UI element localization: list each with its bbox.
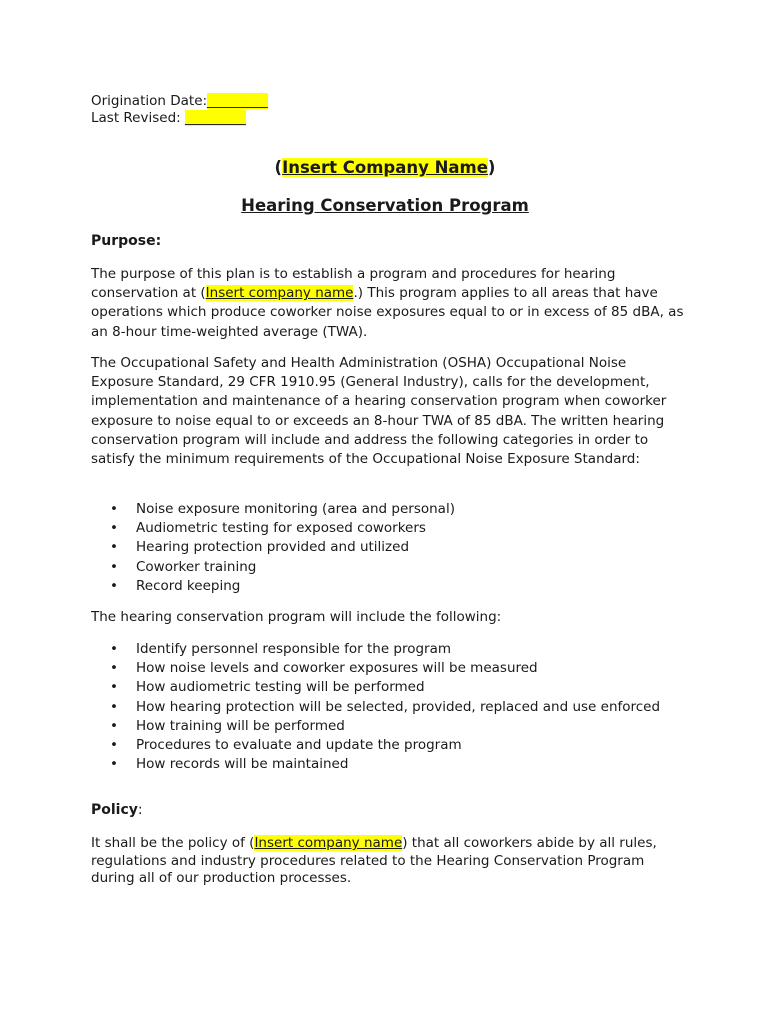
list-item: • How noise levels and coworker exposures will be measured <box>91 659 660 678</box>
list-item: • How training will be performed <box>91 717 660 736</box>
list-item: • How hearing protection will be selected, provided, replaced and use enforced <box>91 698 660 717</box>
origination-date-label: Origination Date: <box>91 93 208 109</box>
document-meta <box>91 93 268 127</box>
policy-heading <box>91 802 143 818</box>
company-name-placeholder: Insert Company Name <box>282 158 488 177</box>
list-item: • Coworker training <box>91 558 455 577</box>
purpose-paragraph-3: The hearing conservation program will include the following: <box>91 609 502 625</box>
list-item: • How audiometric testing will be performed <box>91 678 660 697</box>
document-title: Hearing Conservation Program <box>241 196 529 215</box>
list-item: • Identify personnel responsible for the program <box>91 640 660 659</box>
origination-date-value: _________ <box>207 93 268 109</box>
last-revised-value: _________ <box>185 110 246 126</box>
list-item: • Procedures to evaluate and update the program <box>91 736 660 755</box>
list-item: • Audiometric testing for exposed coworkers <box>91 519 455 538</box>
last-revised-line <box>91 110 268 127</box>
company-name-heading: (Insert Company Name) <box>274 158 496 177</box>
list-item: • Hearing protection provided and utilized <box>91 538 455 557</box>
list-item: • Record keeping <box>91 577 455 596</box>
list-item: • How records will be maintained <box>91 755 660 774</box>
purpose-heading: Purpose: <box>91 233 162 249</box>
policy-heading-text: Policy <box>91 802 138 818</box>
policy-heading-colon: : <box>137 802 143 818</box>
program-items-list <box>91 640 660 774</box>
purpose-paragraph-2: The Occupational Safety and Health Administration (OSHA) Occupational Noise Exposure Standard, 29 CFR 1910.95 (General Industry), calls for the development, implementation and maintenance of a hearing conservation program when coworker exposure to noise equal to or exceeds an 8-hour TWA of 85 dBA. The written hearing conservation program will include and address the following categories in order to satisfy the minimum requirements of the Occupational Noise Exposure Standard: <box>91 355 667 468</box>
categories-list <box>91 500 455 596</box>
company-name-placeholder-policy: Insert company name <box>254 835 403 851</box>
list-item: • Noise exposure monitoring (area and personal) <box>91 500 455 519</box>
company-name-placeholder-inline: Insert company name <box>205 285 354 302</box>
purpose-p1-text-end: .) This program applies to all areas that have operations which produce coworker noise exposures equal to or in excess of 85 dBA, as an 8-hour time-weighted average (TWA). <box>91 285 684 340</box>
policy-text-end: ) that all coworkers abide by all rules, regulations and industry procedures related to the Hearing Conservation Program during all of our production processes. <box>91 835 657 886</box>
last-revised-label: Last Revised: <box>91 110 181 126</box>
purpose-p1-text-start: The purpose of this plan is to establish a program and procedures for hearing conservation at ( <box>91 266 616 302</box>
purpose-paragraph-1 <box>91 265 691 342</box>
policy-text-start: It shall be the policy of ( <box>91 835 255 851</box>
policy-paragraph <box>91 835 681 888</box>
origination-date-line <box>91 93 268 110</box>
